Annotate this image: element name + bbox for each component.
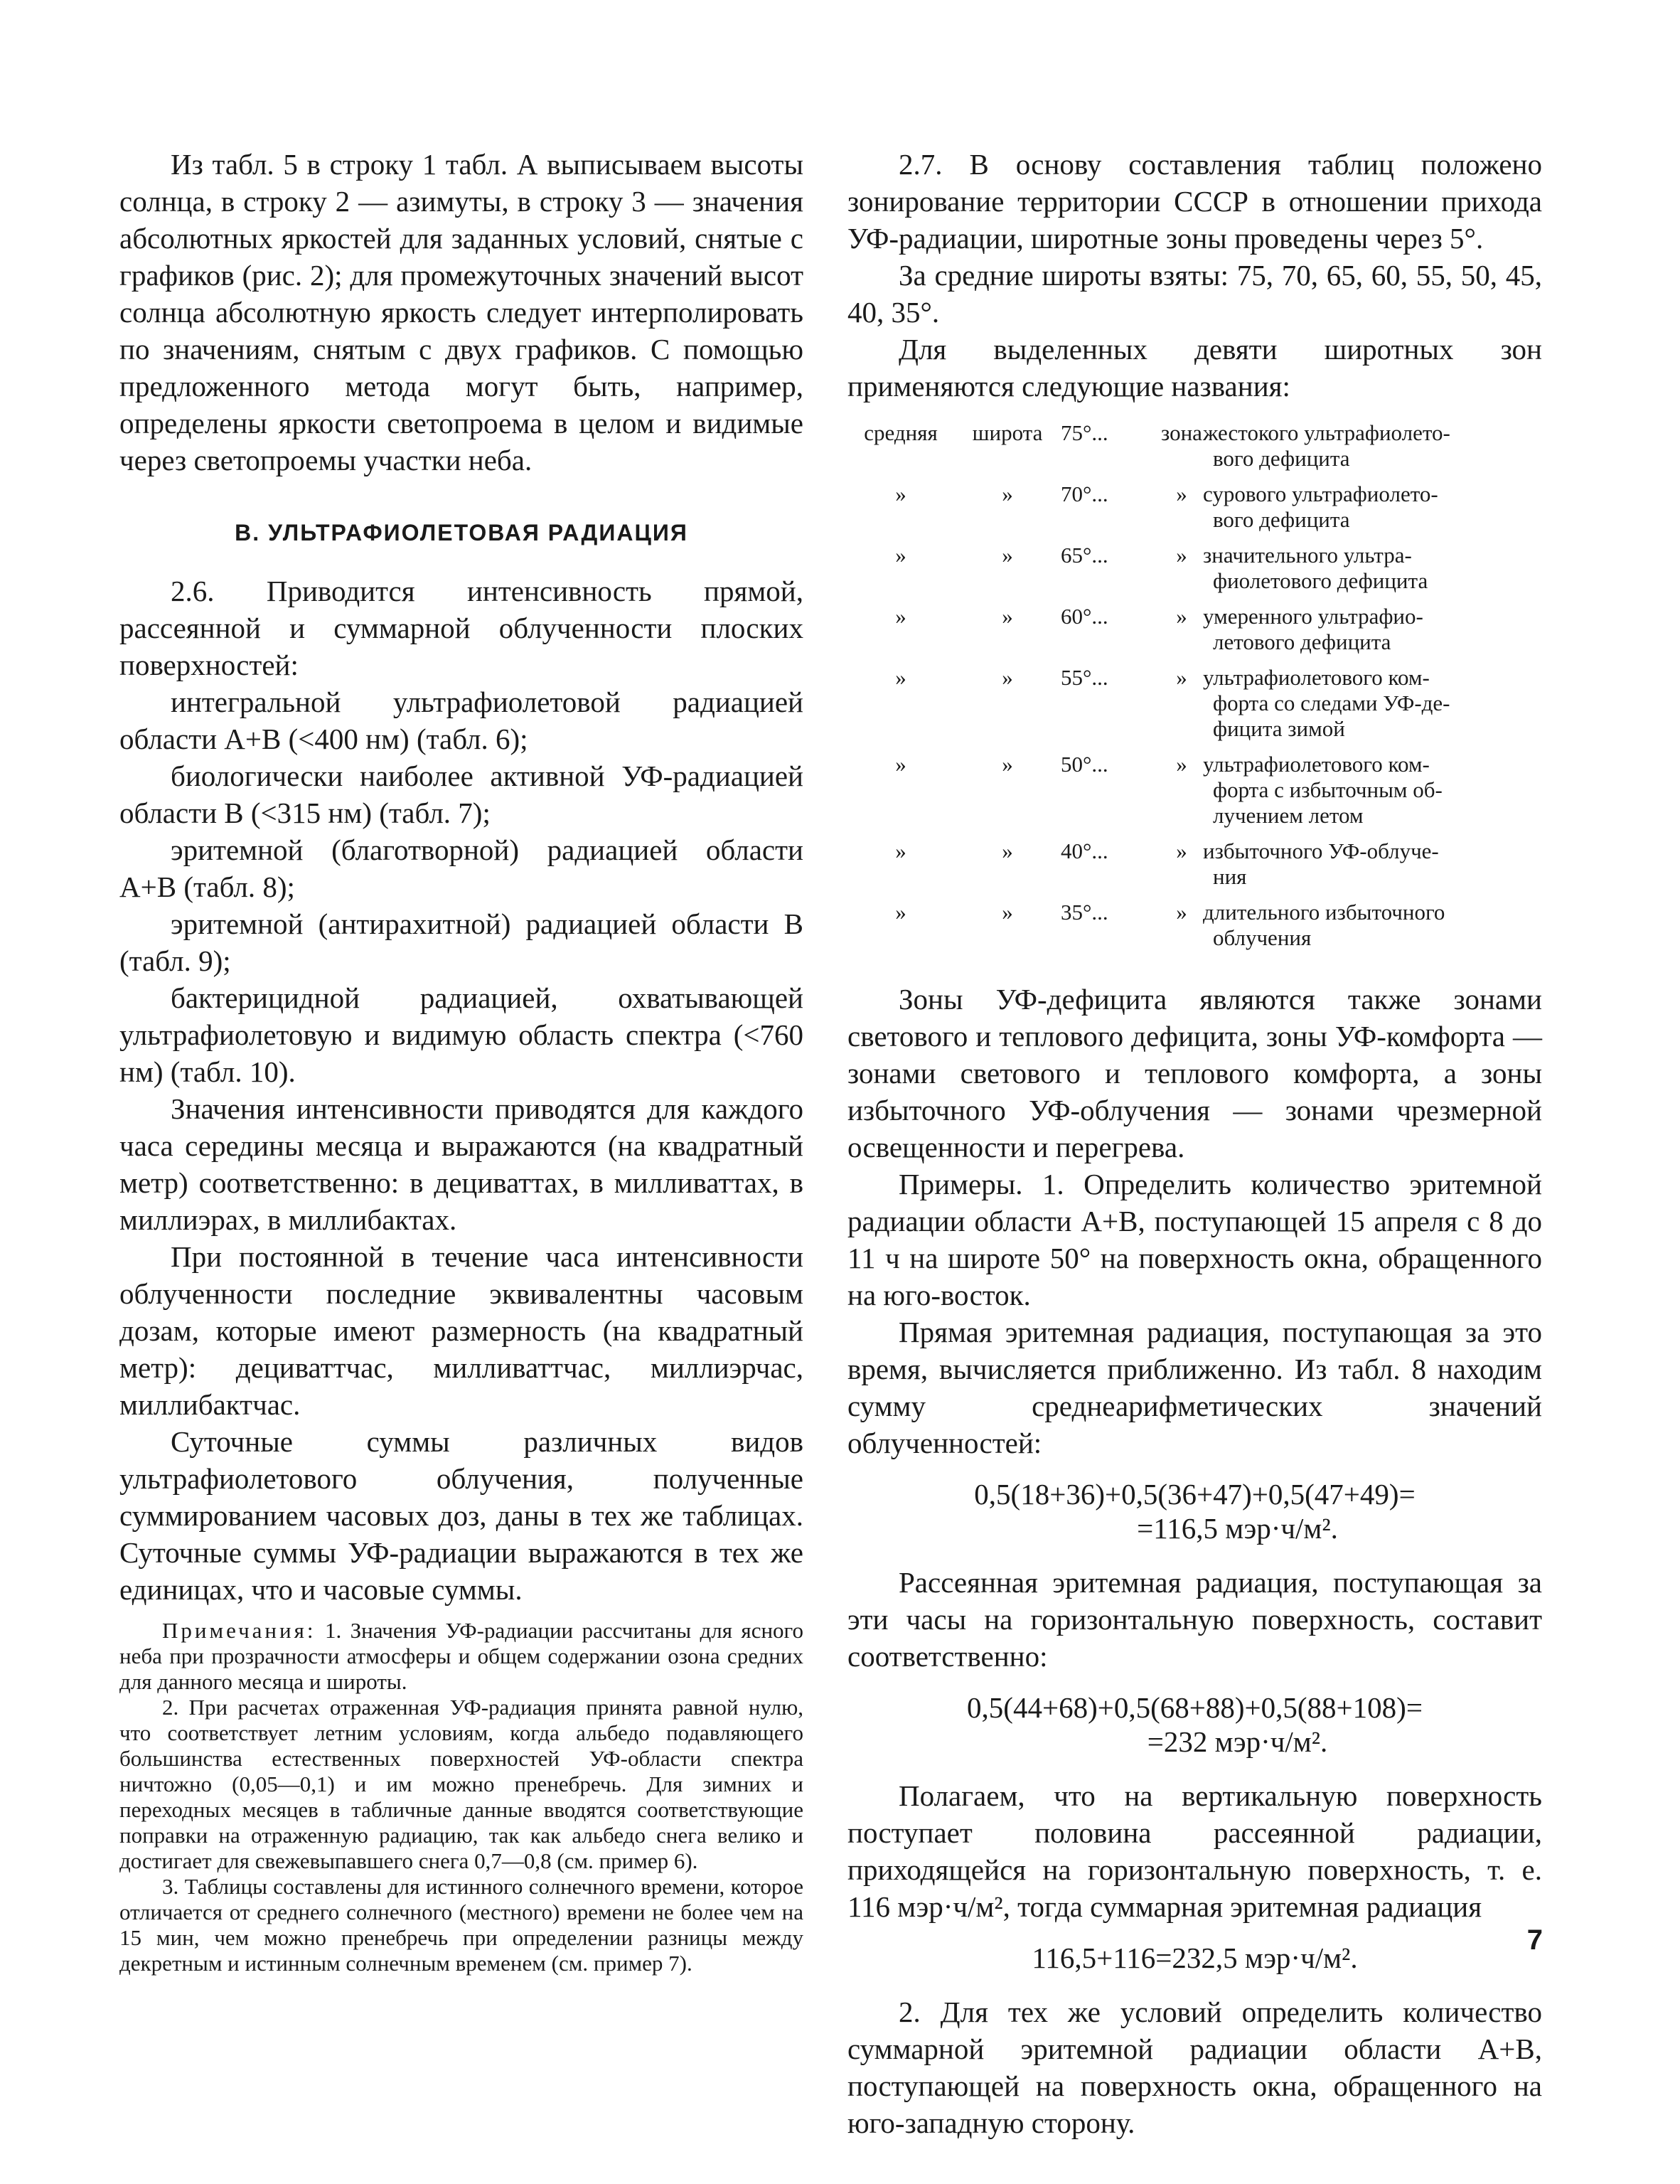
zone-description-continued: вого дефицита [1213,507,1350,532]
formula-3 [847,1941,1542,1975]
section-heading: В. УЛЬТРАФИОЛЕТОВАЯ РАДИАЦИЯ [235,520,688,545]
zone-description-continued: форта со следами УФ-де- [1213,691,1450,715]
list-item: эритемной (благотворной) радиацией области A+B (табл. 8); [119,833,803,903]
zone-latitude: 55°... [1061,665,1108,690]
zone-latitude: 70°... [1061,481,1108,506]
zone-col-2: » [1002,665,1013,690]
assumption-paragraph: Полагаем, что на вертикальную поверхность поступает половина рассеянной радиации, приходящейся на горизонтальную поверхность, т. е. 116 мэр·ч/м², тогда суммарная эритемная радиация [847,1779,1542,1923]
zone-row [847,665,1542,752]
zone-row [847,543,1542,604]
zone-word: » [1176,604,1187,629]
zone-description [1203,838,1542,900]
formula-2-line-2: =232 мэр·ч/м². [1147,1725,1328,1758]
left-column [119,146,803,1976]
formula-1-line-2: =116,5 мэр·ч/м². [1137,1512,1338,1545]
zone-row [847,420,1542,481]
zones-table [847,420,1542,961]
zone-description [1203,604,1542,665]
formula-1 [847,1477,1542,1545]
zone-latitude: 50°... [1061,752,1108,777]
zone-description [1203,543,1542,604]
zone-word: » [1176,543,1187,568]
zone-col-2: » [1002,481,1013,506]
zone-word: » [1176,900,1187,925]
zones-paragraph: Зоны УФ-дефицита являются также зонами светового и теплового дефицита, зоны УФ-комфорта — зонами светового и теплового комфорта, а зоны избыточного УФ-облучения — зонами чрезмерной освещенности и перегрева. [847,983,1542,1163]
zone-col-2: » [1002,900,1013,925]
zone-names-intro: Для выделенных девяти широтных зон применяются следующие названия: [847,333,1542,403]
zone-row [847,900,1542,961]
list-item: биологически наиболее активной УФ-радиацией области B (<315 нм) (табл. 7); [119,760,803,829]
formula-2-line-1: 0,5(44+68)+0,5(68+88)+0,5(88+108)= [967,1691,1423,1724]
notes-label: Примечания: [162,1618,316,1643]
zone-latitude: 40°... [1061,838,1108,863]
zone-description-continued: летового дефицита [1213,629,1391,654]
zone-word: » [1176,665,1187,690]
zone-col-1: » [895,604,906,629]
zone-description-first-line: ультрафиолетового ком- [1203,665,1430,690]
values-paragraph: Значения интенсивности приводятся для каждого часа середины месяца и выражаются (на квадратный метр) соответственно: в дециваттах, в милливаттах, в миллиэрах, в миллибактах. [119,1092,803,1236]
zone-description-continued: фиолетового дефицита [1213,568,1428,593]
zone-col-2: » [1002,752,1013,777]
zone-description-continued: вого дефицита [1213,446,1350,471]
right-column [847,146,1542,2141]
zone-description-continued: фицита зимой [1213,716,1345,741]
zone-description [1203,900,1542,961]
zone-description-first-line: жестокого ультрафиолето- [1203,420,1450,445]
zone-col-1: средняя [864,420,938,445]
zone-col-1: » [895,752,906,777]
notes-block [119,1618,803,1976]
zone-description-first-line: умеренного ультрафио- [1203,604,1423,629]
zone-col-2: » [1002,604,1013,629]
page-number: 7 [1526,1924,1543,1956]
zone-col-1: » [895,900,906,925]
daily-sums-paragraph: Суточные суммы различных видов ультрафиолетового облучения, полученные суммированием часовых доз, даны в тех же таблицах. Суточные суммы УФ-радиации выражаются в тех же единицах, что и часовые суммы. [119,1425,803,1606]
zone-description-continued: ния [1213,864,1247,889]
zone-description-continued: лучением летом [1213,803,1364,828]
zone-col-1: » [895,481,906,506]
formula-3-line: 116,5+116=232,5 мэр·ч/м². [1032,1941,1358,1974]
zone-description [1203,752,1542,838]
zone-latitude: 35°... [1061,900,1108,925]
zone-description [1203,420,1542,481]
zone-description-continued: форта с избыточным об- [1213,777,1443,802]
zone-latitude: 60°... [1061,604,1108,629]
zone-col-1: » [895,543,906,568]
list-item: интегральной ультрафиолетовой радиацией области A+B (<400 нм) (табл. 6); [119,686,803,755]
example-2-paragraph: 2. Для тех же условий определить количество суммарной эритемной радиации области A+B, поступающей на поверхность окна, обращенного на юго-западную сторону. [847,1996,1542,2139]
zone-row [847,838,1542,900]
direct-radiation-paragraph: Прямая эритемная радиация, поступающая за это время, вычисляется приближенно. Из табл. 8 находим сумму среднеарифметических значений облученностей: [847,1316,1542,1459]
intro-paragraph: Из табл. 5 в строку 1 табл. А выписываем высоты солнца, в строку 2 — азимуты, в строку 3 — значения абсолютных яркостей для заданных условий, снятые с графиков (рис. 2); для промежуточных значений высот солнца абсолютную яркость следует интерполировать по значениям, снятым с двух графиков. С помощью предложенного метода могут быть, например, определены яркости светопроема в целом и видимые через светопроемы участки неба. [119,148,803,476]
zone-description-first-line: избыточного УФ-облуче- [1203,838,1439,863]
formula-1-line-1: 0,5(18+36)+0,5(36+47)+0,5(47+49)= [974,1478,1416,1511]
zone-col-2: » [1002,838,1013,863]
zone-description-continued: облучения [1213,925,1312,950]
zone-word: зона [1161,420,1202,445]
list-item: эритемной (антирахитной) радиацией области B (табл. 9); [119,907,803,977]
zone-description [1203,481,1542,543]
diffuse-radiation-paragraph: Рассеянная эритемная радиация, поступающая за эти часы на горизонтальную поверхность, составит соответственно: [847,1566,1542,1673]
note-1: Примечания: 1. Значения УФ-радиации рассчитаны для ясного неба при прозрачности атмосферы и общем содержании озона средних для данного месяца и широты. [119,1618,803,1694]
zone-word: » [1176,481,1187,506]
zone-description [1203,665,1542,752]
zone-word: » [1176,752,1187,777]
constant-paragraph: При постоянной в течение часа интенсивности облученности последние эквивалентны часовым дозам, которые имеют размерность (на квадратный метр): дециваттчас, милливаттчас, миллиэрчас, миллибактчас. [119,1240,803,1421]
zone-col-1: » [895,838,906,863]
zone-description-first-line: длительного избыточного [1203,900,1445,925]
formula-2 [847,1690,1542,1759]
latitudes-paragraph: За средние широты взяты: 75, 70, 65, 60, 55, 50, 45, 40, 35°. [847,259,1542,329]
zone-description-first-line: ультрафиолетового ком- [1203,752,1430,777]
note-3: 3. Таблицы составлены для истинного солнечного времени, которое отличается от среднего солнечного (местного) времени не более чем на 15 мин, чем можно пренебречь при определении разницы между декретным и истинным солнечным временем (см. пример 7). [119,1874,803,1976]
paragraph-2-7: 2.7. В основу составления таблиц положено зонирование территории СССР в отношении прихода УФ-радиации, широтные зоны проведены через 5°. [847,148,1542,255]
note-2: 2. При расчетах отраженная УФ-радиация принята равной нулю, что соответствует летним условиям, когда альбедо подавляющего большинства естественных поверхностей УФ-области спектра ничтожно (0,05—0,1) и им можно пренебречь. Для зимних и переходных месяцев в табличные данные вводятся соответствующие поправки на отраженную радиацию, так как альбедо снега велико и достигает для свежевыпавшего снега 0,7—0,8 (см. пример 6). [119,1695,803,1873]
list-item: бактерицидной радиацией, охватывающей ультрафиолетовую и видимую область спектра (<760 нм) (табл. 10). [119,981,803,1088]
zone-col-2: » [1002,543,1013,568]
zone-word: » [1176,838,1187,863]
paragraph-2-6: 2.6. Приводится интенсивность прямой, рассеянной и суммарной облученности плоских поверхностей: [119,575,803,681]
zone-row [847,481,1542,543]
example-1-paragraph: Примеры. 1. Определить количество эритемной радиации области A+B, поступающей 15 апреля с 8 до 11 ч на широте 50° на поверхность окна, обращенного на юго-восток. [847,1168,1542,1311]
zone-col-2: широта [972,420,1043,445]
zone-description-first-line: сурового ультрафиолето- [1203,481,1438,506]
zone-col-1: » [895,665,906,690]
zone-row [847,752,1542,838]
zones-table-body [847,420,1542,961]
zone-row [847,604,1542,665]
zone-description-first-line: значительного ультра- [1203,543,1412,568]
zone-latitude: 65°... [1061,543,1108,568]
zone-latitude: 75°... [1061,420,1108,445]
